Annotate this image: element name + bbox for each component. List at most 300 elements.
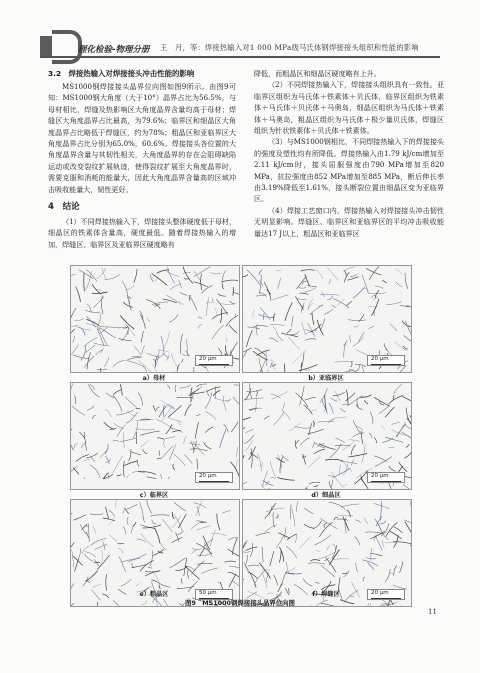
grain-boundary-line <box>74 319 84 321</box>
grain-boundary-line <box>142 346 145 354</box>
grain-boundary-line <box>356 404 362 409</box>
grain-boundary-line <box>287 534 297 540</box>
grain-boundary-line <box>410 501 411 515</box>
grain-boundary-line <box>334 299 350 309</box>
grain-boundary-line <box>169 445 176 461</box>
right-column <box>254 68 444 239</box>
grain-boundary-line <box>124 527 126 535</box>
grain-boundary-line <box>314 485 318 486</box>
grain-boundary-line <box>308 286 317 287</box>
grain-boundary-line <box>72 556 82 566</box>
grain-boundary-line <box>235 314 236 318</box>
grain-boundary-line <box>378 521 386 524</box>
grain-boundary-line <box>116 410 133 415</box>
grain-boundary-line <box>136 583 140 586</box>
figure-caption-b: b）亚临界区 <box>308 375 344 382</box>
grain-boundary-line <box>269 338 278 342</box>
grain-boundary-line <box>104 357 109 367</box>
grain-boundary-line <box>318 421 334 422</box>
grain-boundary-line <box>405 321 411 338</box>
grain-boundary-line <box>300 537 311 549</box>
grain-boundary-line <box>93 415 96 419</box>
grain-boundary-line <box>333 392 345 395</box>
grain-boundary-line <box>292 316 294 327</box>
paragraph: （4）焊接工艺窗口内，焊接热输入对焊接接头冲击韧性无明显影响。焊缝区、临界区和亚临界区的平均冲击吸收能量达17 J以上，粗晶区和亚临界区 <box>254 205 444 238</box>
grain-boundary-line <box>201 568 218 574</box>
grain-boundary-line <box>410 415 411 421</box>
grain-boundary-line <box>285 302 292 320</box>
grain-boundary-line <box>276 536 284 549</box>
grain-boundary-line <box>385 407 394 417</box>
grain-boundary-line <box>344 484 348 487</box>
grain-boundary-line <box>223 396 226 411</box>
grain-boundary-line <box>92 526 95 533</box>
grain-boundary-line <box>180 334 182 354</box>
grain-boundary-line <box>98 474 113 479</box>
grain-boundary-line <box>375 286 384 288</box>
grain-boundary-line <box>319 522 332 537</box>
grain-boundary-line <box>167 385 169 389</box>
figure-caption-e: e）粗晶区 <box>139 591 169 598</box>
grain-boundary-line <box>300 438 310 446</box>
grain-boundary-line <box>78 548 80 558</box>
grain-boundary-line <box>84 460 90 461</box>
grain-boundary-line <box>264 282 271 301</box>
grain-boundary-line <box>271 478 276 479</box>
grain-boundary-line <box>172 430 181 432</box>
grain-boundary-line <box>71 383 73 399</box>
paragraph: 降低，而粗晶区和细晶区硬度略有上升。 <box>254 69 381 78</box>
grain-boundary-line <box>404 453 411 458</box>
left-column <box>48 68 236 250</box>
grain-boundary-line <box>229 574 236 587</box>
grain-boundary-line <box>296 276 306 289</box>
grain-boundary-line <box>265 525 277 532</box>
grain-boundary-line <box>329 279 331 284</box>
grain-boundary-line <box>104 422 114 430</box>
grain-boundary-line <box>212 325 224 339</box>
grain-boundary-line <box>138 393 143 406</box>
grain-boundary-line <box>332 305 336 307</box>
grain-boundary-line <box>162 519 172 532</box>
grain-boundary-line <box>270 461 275 477</box>
grain-boundary-line <box>262 547 263 562</box>
grain-boundary-line <box>86 571 98 582</box>
grain-boundary-line <box>127 504 138 509</box>
grain-boundary-line <box>139 361 153 373</box>
grain-boundary-line <box>410 545 411 553</box>
grain-boundary-line <box>300 386 305 405</box>
grain-boundary-line <box>224 561 236 562</box>
grain-boundary-line <box>123 509 125 514</box>
grain-boundary-line <box>137 539 147 542</box>
grain-boundary-line <box>386 302 402 305</box>
grain-boundary-line <box>248 565 259 566</box>
grain-boundary-line <box>392 422 400 424</box>
grain-boundary-line <box>337 519 348 520</box>
grain-boundary-line <box>372 299 379 316</box>
grain-boundary-line <box>261 484 269 489</box>
grain-boundary-line <box>156 354 164 361</box>
grain-boundary-line <box>215 308 217 315</box>
grain-boundary-line <box>184 436 187 444</box>
grain-boundary-line <box>282 402 285 411</box>
grain-boundary-line <box>105 274 120 280</box>
grain-boundary-line <box>218 294 226 296</box>
grain-boundary-line <box>394 527 403 533</box>
grain-boundary-line <box>374 397 389 406</box>
grain-boundary-line <box>262 570 270 571</box>
grain-boundary-line <box>396 269 403 274</box>
grain-boundary-line <box>163 331 169 350</box>
grain-boundary-line <box>357 398 358 407</box>
grain-boundary-line <box>404 335 412 346</box>
grain-boundary-line <box>113 390 121 395</box>
figure-caption-d: d）细晶区 <box>311 492 341 499</box>
grain-boundary-line <box>206 302 212 304</box>
grain-boundary-line <box>304 405 313 415</box>
grain-boundary-line <box>320 294 339 295</box>
grain-boundary-line <box>210 272 220 274</box>
grain-boundary-line <box>296 501 298 511</box>
grain-boundary-line <box>267 289 271 294</box>
grain-boundary-line <box>394 384 403 394</box>
grain-boundary-line <box>191 441 194 453</box>
grain-boundary-line <box>96 289 101 290</box>
grain-boundary-line <box>71 513 72 515</box>
grain-boundary-line <box>265 503 276 519</box>
running-head: 王 月，等：焊接热输入对1 000 MPa级马氏体钢焊接接头组织和性能的影响 <box>160 43 419 52</box>
grain-boundary-line <box>245 440 252 451</box>
grain-boundary-line <box>93 584 101 587</box>
grain-boundary-line <box>327 268 338 281</box>
grain-boundary-line <box>185 455 193 464</box>
grain-boundary-line <box>385 437 403 442</box>
grain-boundary-line <box>301 353 305 372</box>
grain-boundary-line <box>174 454 186 466</box>
grain-boundary-line <box>389 466 396 471</box>
grain-boundary-line <box>399 462 407 471</box>
grain-boundary-line <box>198 317 202 319</box>
grain-boundary-line <box>400 561 404 573</box>
grain-boundary-line <box>325 459 343 460</box>
grain-boundary-line <box>348 320 366 321</box>
grain-boundary-line <box>262 471 267 487</box>
grain-boundary-line <box>194 267 211 277</box>
grain-boundary-line <box>290 331 299 335</box>
grain-boundary-line <box>303 454 306 464</box>
grain-boundary-line <box>100 327 120 328</box>
grain-boundary-line <box>132 565 147 568</box>
grain-boundary-line <box>251 449 252 468</box>
grain-boundary-line <box>129 449 131 460</box>
grain-boundary-line <box>123 461 124 477</box>
grain-boundary-line <box>170 284 181 290</box>
grain-boundary-line <box>131 452 141 455</box>
grain-boundary-line <box>124 433 125 448</box>
grain-boundary-line <box>126 474 129 478</box>
paragraph: （1）不同焊接热输入下，焊接接头整体硬度低于母材，细晶区的铁素体含量高，硬度最低。随着焊接热输入的增加，焊缝区、临界区及亚临界区硬度略有 <box>48 217 236 249</box>
grain-boundary-line <box>254 326 268 327</box>
grain-boundary-line <box>128 361 144 367</box>
grain-boundary-line <box>344 340 348 346</box>
grain-boundary-line <box>348 396 363 406</box>
scale-bar: 20 μm <box>367 589 405 601</box>
grain-boundary-line <box>154 304 160 307</box>
grain-boundary-line <box>259 270 263 275</box>
grain-boundary-line <box>333 468 351 477</box>
grain-boundary-line <box>140 431 159 435</box>
grain-boundary-line <box>303 578 312 586</box>
grain-boundary-line <box>250 543 252 557</box>
grain-boundary-line <box>247 390 263 392</box>
grain-boundary-line <box>385 569 390 582</box>
grain-boundary-line <box>363 366 367 372</box>
grain-boundary-line <box>374 437 377 443</box>
grain-boundary-line <box>356 563 358 572</box>
grain-boundary-line <box>223 425 228 433</box>
grain-boundary-line <box>330 444 342 458</box>
grain-boundary-line <box>71 467 77 480</box>
grain-boundary-line <box>217 514 220 531</box>
grain-boundary-line <box>131 526 134 534</box>
grain-boundary-line <box>174 515 182 531</box>
figure-panel-d-fine-grain <box>242 382 412 490</box>
grain-boundary-line <box>151 580 156 582</box>
grain-boundary-line <box>168 267 175 283</box>
grain-boundary-line <box>304 508 313 514</box>
figure-panel-c-intercritical <box>70 382 240 490</box>
grain-boundary-line <box>117 475 121 476</box>
grain-boundary-line <box>173 464 175 470</box>
grain-boundary-line <box>233 292 239 295</box>
grain-boundary-line <box>115 500 117 508</box>
grain-boundary-line <box>147 353 159 357</box>
grain-boundary-line <box>308 323 315 337</box>
grain-boundary-line <box>136 408 141 409</box>
grain-boundary-line <box>281 333 298 337</box>
grain-boundary-line <box>133 522 136 526</box>
grain-boundary-line <box>155 278 159 281</box>
grain-boundary-line <box>376 517 382 527</box>
grain-boundary-line <box>179 385 191 388</box>
grain-boundary-line <box>119 557 125 572</box>
grain-boundary-line <box>152 520 156 524</box>
grain-boundary-line <box>324 309 332 314</box>
grain-boundary-line <box>196 526 210 530</box>
grain-boundary-line <box>179 301 184 305</box>
scale-bar: 20 μm <box>367 355 405 367</box>
grain-boundary-line <box>178 514 186 528</box>
grain-boundary-line <box>375 536 382 551</box>
grain-boundary-line <box>147 500 152 513</box>
grain-boundary-line <box>273 412 284 425</box>
grain-boundary-line <box>156 419 173 429</box>
grain-boundary-line <box>282 455 289 461</box>
grain-boundary-line <box>226 315 238 326</box>
grain-boundary-line <box>246 555 247 564</box>
grain-boundary-line <box>163 299 177 303</box>
grain-boundary-line <box>390 324 397 331</box>
grain-boundary-line <box>296 393 309 408</box>
grain-boundary-line <box>286 546 297 558</box>
grain-boundary-line <box>228 538 237 541</box>
grain-boundary-line <box>306 339 317 341</box>
grain-boundary-line <box>119 338 132 340</box>
paragraph: MS1000钢焊接接头晶界位向图如图9所示。由图9可知：MS1000钢大角度（大于10°）晶界占比为56.5%，与母材相比，焊缝及热影响区大角度晶界含量均高于母材；焊缝区大角度晶界占比最高，为79.6%；临界区和细晶区大角度晶界占比略低于焊缝区，约为78%；粗晶区和亚临界区大角度晶界占比分别为65.0%，60.6%。焊接接头各位置的大角度晶界含量与其韧性相关，大角度晶界的存在会阻碍缺陷运动或改变裂纹扩展轨迹，使得裂纹扩展至大角度晶界时，需要克服和消耗的能量大，因此大角度晶界含量高的区域冲击吸收能量大，韧性更好。 <box>48 82 236 194</box>
grain-boundary-line <box>150 515 169 516</box>
grain-boundary-line <box>244 398 264 400</box>
grain-boundary-line <box>137 460 139 467</box>
grain-boundary-line <box>86 532 88 538</box>
grain-boundary-line <box>342 573 347 574</box>
grain-boundary-line <box>197 553 211 555</box>
grain-boundary-line <box>87 406 94 410</box>
grain-boundary-line <box>157 458 162 459</box>
grain-boundary-line <box>177 531 183 535</box>
grain-boundary-line <box>253 351 268 360</box>
grain-boundary-line <box>246 547 258 551</box>
grain-boundary-line <box>406 307 411 308</box>
grain-boundary-line <box>395 281 402 287</box>
grain-boundary-line <box>229 566 239 569</box>
grain-boundary-line <box>118 548 123 553</box>
grain-boundary-line <box>318 305 323 307</box>
grain-boundary-line <box>231 422 238 432</box>
grain-boundary-line <box>128 554 146 562</box>
grain-boundary-line <box>164 440 166 448</box>
grain-boundary-line <box>249 572 256 588</box>
grain-boundary-line <box>312 313 314 325</box>
grain-boundary-line <box>192 548 202 549</box>
grain-boundary-line <box>314 449 325 453</box>
grain-boundary-line <box>320 388 328 403</box>
grain-boundary-line <box>85 554 94 561</box>
grain-boundary-line <box>229 325 237 333</box>
grain-boundary-map <box>71 383 239 479</box>
figure-9-caption: 图9 MS1000钢焊接接头晶界位向图 <box>185 599 295 607</box>
grain-boundary-line <box>337 299 345 306</box>
grain-boundary-line <box>353 287 365 298</box>
grain-boundary-line <box>71 308 76 322</box>
grain-boundary-line <box>258 453 261 467</box>
grain-boundary-line <box>191 387 203 397</box>
grain-boundary-line <box>225 338 227 342</box>
grain-boundary-line <box>129 301 131 311</box>
grain-boundary-line <box>308 563 325 565</box>
grain-boundary-line <box>85 345 95 353</box>
grain-boundary-line <box>94 544 107 550</box>
grain-boundary-line <box>79 327 85 336</box>
grain-boundary-line <box>379 406 390 414</box>
grain-boundary-line <box>368 326 374 328</box>
section-heading-3-2: 3.2 焊接热输入对焊接接头冲击性能的影响 <box>48 69 195 78</box>
page-header <box>0 0 480 62</box>
grain-boundary-line <box>296 440 299 444</box>
grain-boundary-line <box>113 360 125 366</box>
grain-boundary-line <box>296 298 307 300</box>
grain-boundary-line <box>74 515 86 520</box>
grain-boundary-line <box>221 308 222 323</box>
grain-boundary-line <box>345 393 355 401</box>
grain-boundary-line <box>262 463 263 472</box>
grain-boundary-line <box>132 472 145 473</box>
grain-boundary-line <box>122 330 129 341</box>
grain-boundary-line <box>369 433 372 438</box>
grain-boundary-line <box>163 405 164 417</box>
grain-boundary-line <box>214 398 229 401</box>
grain-boundary-line <box>335 438 344 443</box>
grain-boundary-line <box>266 508 285 512</box>
journal-name: 理化检验-物理分册 <box>78 45 150 55</box>
grain-boundary-line <box>106 507 109 519</box>
grain-boundary-line <box>349 439 360 441</box>
grain-boundary-line <box>155 528 160 544</box>
grain-boundary-line <box>270 551 274 566</box>
grain-boundary-line <box>197 506 199 516</box>
grain-boundary-line <box>310 307 320 315</box>
grain-boundary-line <box>109 511 115 517</box>
grain-boundary-line <box>334 517 338 520</box>
grain-boundary-line <box>268 369 273 372</box>
grain-boundary-line <box>165 437 175 439</box>
grain-boundary-line <box>246 330 252 347</box>
grain-boundary-line <box>90 538 106 545</box>
page-number: 11 <box>428 608 437 616</box>
grain-boundary-line <box>403 484 411 489</box>
grain-boundary-line <box>363 577 365 581</box>
grain-boundary-line <box>270 325 285 326</box>
grain-boundary-line <box>255 398 256 413</box>
grain-boundary-line <box>85 310 100 312</box>
grain-boundary-line <box>328 476 335 477</box>
grain-boundary-line <box>243 417 251 420</box>
grain-boundary-line <box>335 361 354 362</box>
grain-boundary-line <box>73 336 75 343</box>
grain-boundary-line <box>341 504 359 507</box>
grain-boundary-line <box>310 560 320 562</box>
grain-boundary-line <box>90 465 101 478</box>
grain-boundary-line <box>390 531 402 539</box>
grain-boundary-line <box>277 331 284 340</box>
grain-boundary-line <box>71 445 73 450</box>
grain-boundary-line <box>118 543 124 544</box>
scale-bar: 20 μm <box>195 355 233 367</box>
paragraph: （2）不同焊接热输入下，焊接接头组织具有一致性。亚临界区组织为马氏体＋铁素体＋贝氏体，临界区组织为铁素体＋马氏体＋贝氏体＋马奥岛，细晶区组织为马氏体＋铁素体＋马奥岛，粗晶区组织为马氏体＋极少量贝氏体，焊缝区组织为针状铁素体＋贝氏体＋铁素体。 <box>254 80 444 136</box>
grain-boundary-line <box>75 558 79 571</box>
grain-boundary-line <box>150 551 153 567</box>
grain-boundary-line <box>329 502 345 509</box>
grain-boundary-line <box>343 464 348 476</box>
grain-boundary-line <box>388 447 395 448</box>
grain-boundary-line <box>148 567 152 568</box>
grain-boundary-line <box>351 445 355 455</box>
grain-boundary-line <box>256 295 266 296</box>
grain-boundary-line <box>156 581 171 587</box>
grain-boundary-line <box>171 537 182 543</box>
grain-boundary-line <box>350 274 357 276</box>
grain-boundary-line <box>102 268 107 281</box>
grain-boundary-line <box>405 425 411 429</box>
section-heading-conclusion: 4 结论 <box>48 202 80 213</box>
grain-boundary-line <box>121 579 132 586</box>
grain-boundary-line <box>403 346 408 349</box>
grain-boundary-line <box>276 270 281 271</box>
grain-boundary-line <box>114 423 124 429</box>
grain-boundary-line <box>295 440 296 448</box>
grain-boundary-line <box>327 296 332 300</box>
grain-boundary-line <box>86 316 96 327</box>
